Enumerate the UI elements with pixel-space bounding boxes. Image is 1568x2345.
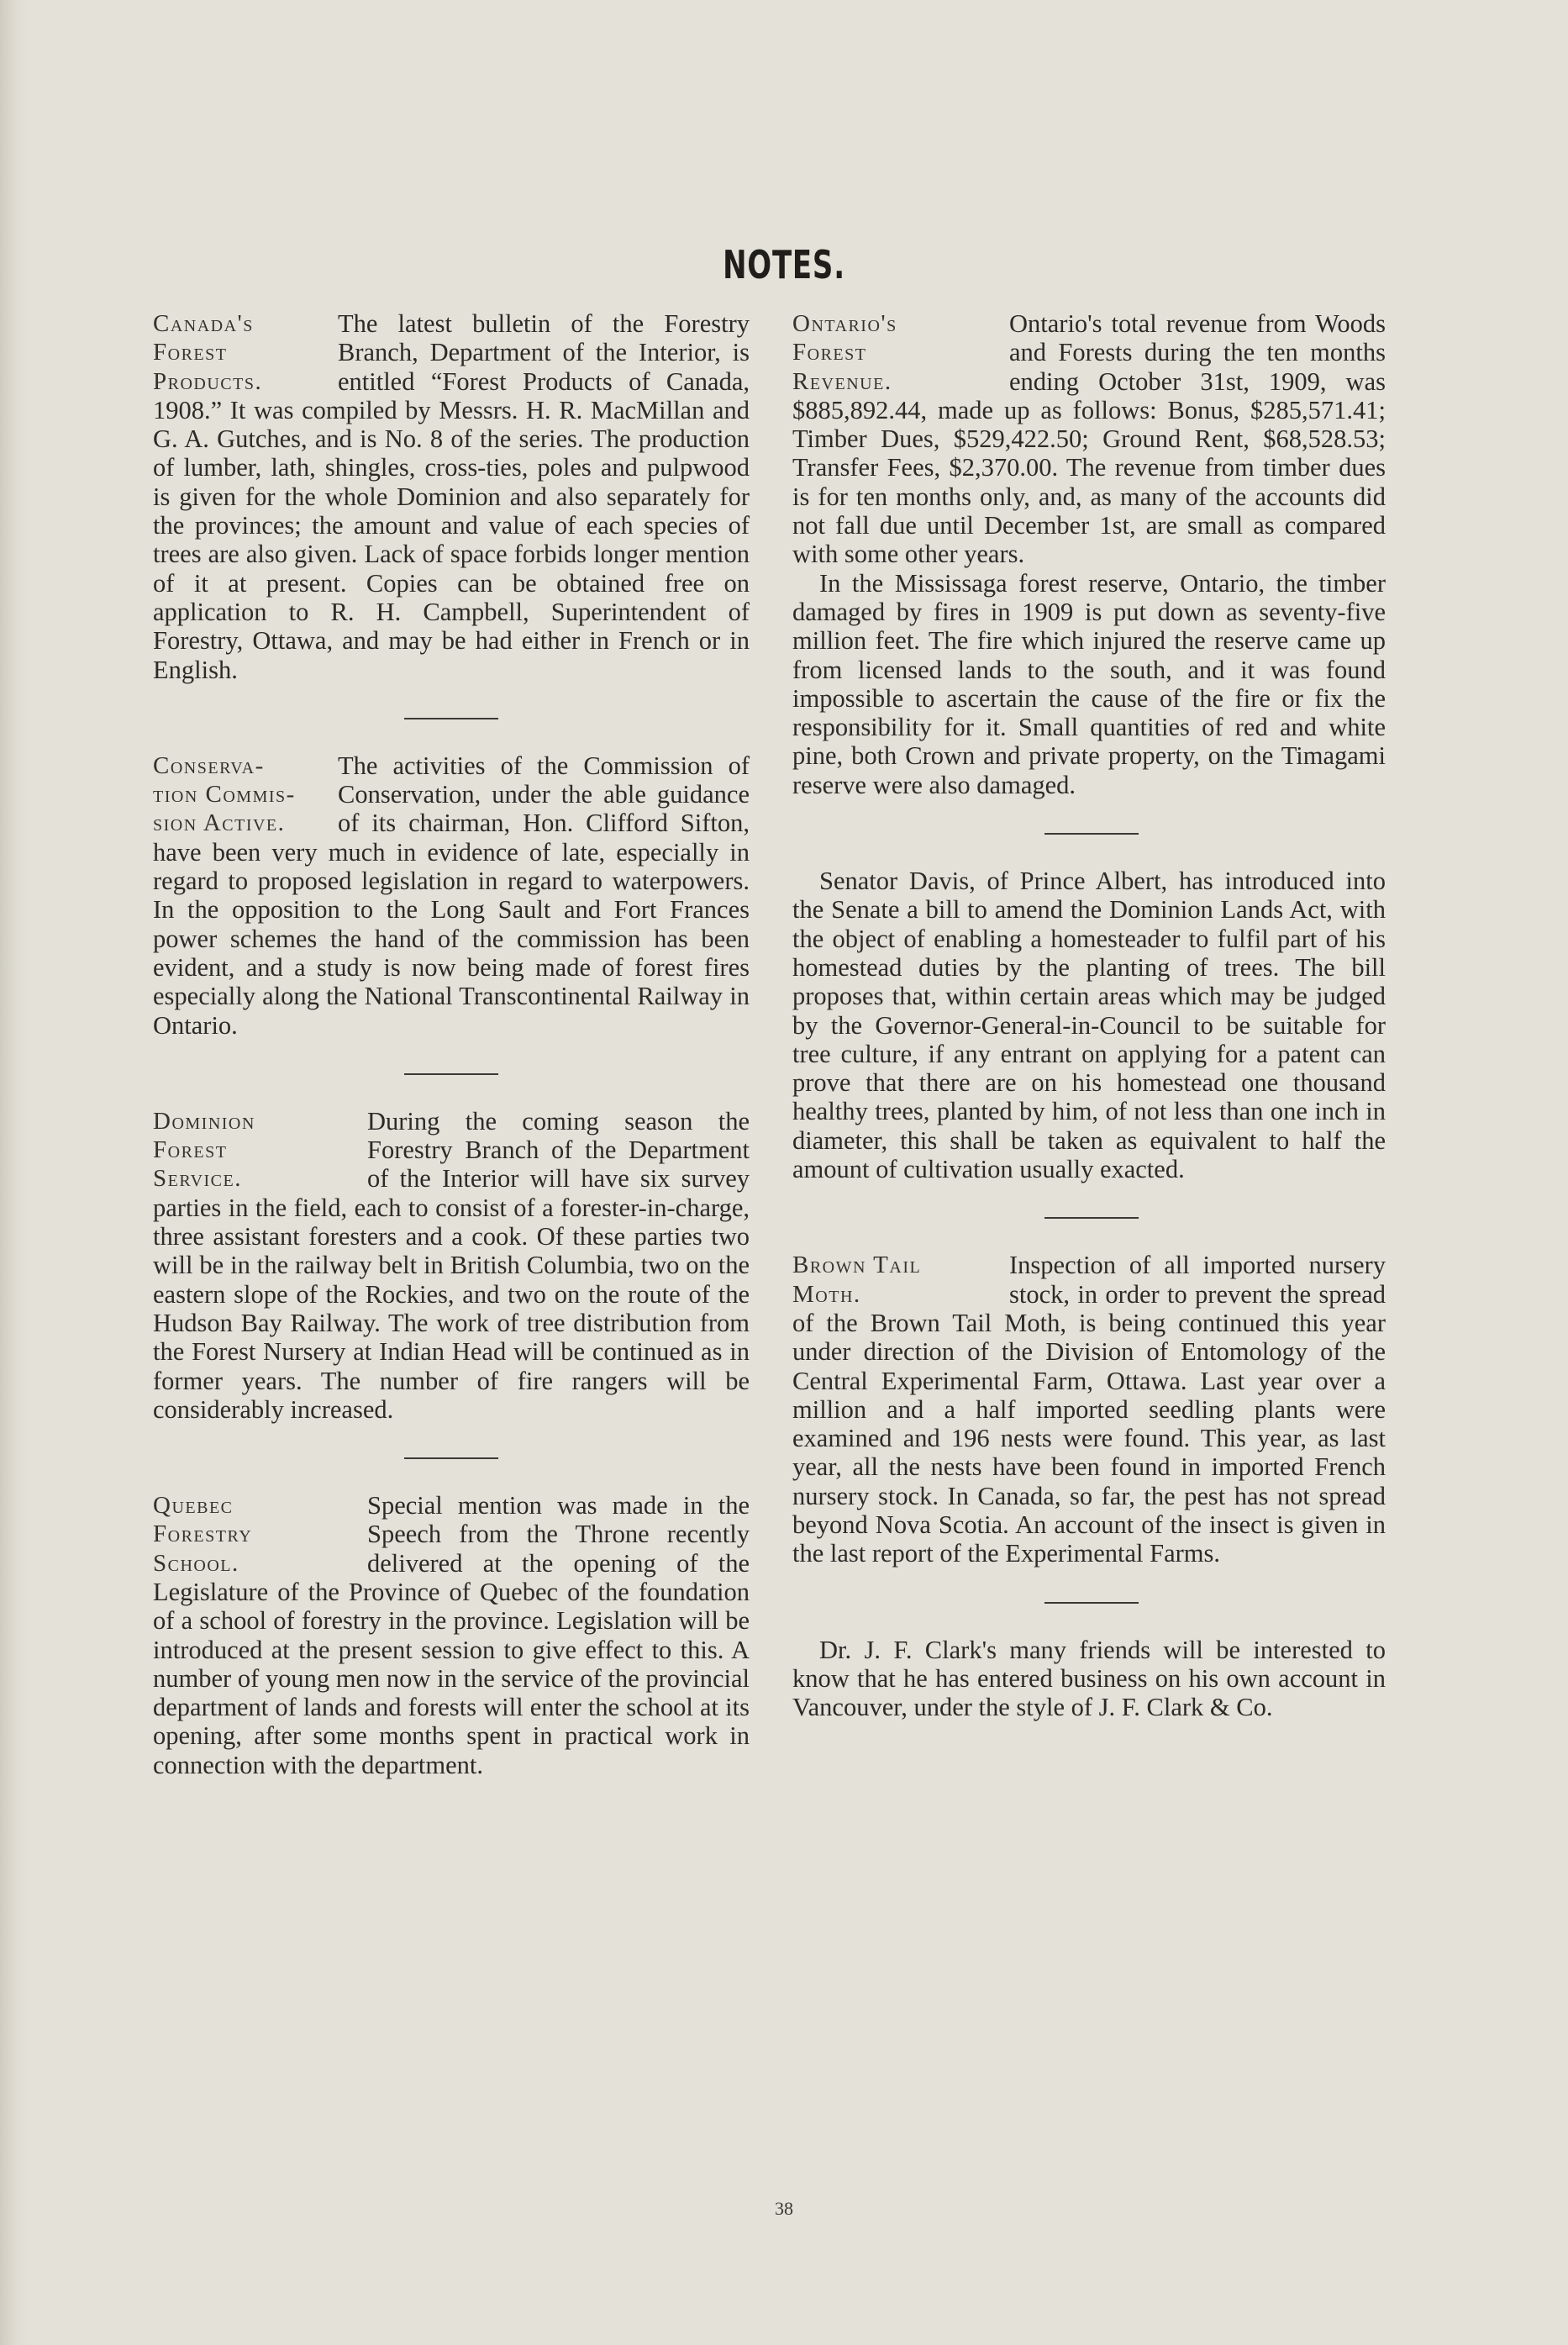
right-column — [792, 309, 1391, 1721]
heading-line: Dominion — [153, 1107, 255, 1135]
note-paragraph: Dr. J. F. Clark's many friends will be interested to know that he has entered business on his own account in Vancouver, under the style of J. F. Clark & Co. — [792, 1635, 1386, 1722]
page-title: NOTES. — [723, 242, 845, 287]
note-ontarios-forest-revenue — [792, 309, 1391, 799]
heading-line: Conserva- — [153, 751, 265, 779]
note-conservation-commission — [153, 751, 750, 1040]
note-quebec-forestry-school — [153, 1491, 750, 1779]
heading-line: Moth. — [792, 1280, 861, 1308]
note-paragraph: The latest bulletin of the Forestry Branch, Department of the Interior, is entitled “Forest Products of Canada, 1908.” It was compiled by Messrs. H. R. MacMillan and G. A. Gutches, and is No. 8 of the series. The production of lumber, lath, shingles, cross-ties, poles and pulpwood is given for the whole Dominion and also separately for the provinces; the amount and value of each species of trees are also given. Lack of space forbids longer mention of it at present. Copies can be obtained free on application to R. H. Campbell, Superintendent of Forestry, Ottawa, and may be had either in French or in English. — [153, 309, 750, 684]
heading-line: Forest — [153, 339, 228, 366]
heading-line: Revenue. — [792, 367, 892, 395]
heading-line: Service. — [153, 1165, 242, 1193]
page-binding-shadow — [0, 0, 29, 2345]
note-paragraph: The activities of the Commission of Conservation, under the able guidance of its chairman, Hon. Clifford Sifton, have been very much in evidence of late, especially in regard to proposed legislation in regard to waterpowers. In the opposition to the Long Sault and Fort Frances power schemes the hand of the commission has been evident, and a study is now being made of forest fires especially along the National Transcontinental Railway in Ontario. — [153, 751, 750, 1040]
note-paragraph: Ontario's total revenue from Woods and Forests during the ten months ending October 31st, 1909, was $885,892.44, made up as follows: Bonus, $285,571.41; Timber Dues, $529,422.50; Ground Rent, $68,528.53; Transfer Fees, $2,370.00. The revenue from timber dues is for ten months only, and, as many of the accounts did not fall due until December 1st, are small as compared with some other years. — [792, 309, 1386, 569]
heading-line: Forestry — [153, 1520, 253, 1548]
heading-line: Canada's — [153, 310, 254, 337]
note-paragraph: Senator Davis, of Prince Albert, has introduced into the Senate a bill to amend the Dominion Lands Act, with the object of enabling a homesteader to fulfil part of his homestead duties by the planting of trees. The bill proposes that, within certain areas which may be judged by the Governor-General-in-Council to be suitable for tree culture, if any entrant on applying for a patent can prove that there are on his homestead one thousand healthy trees, planted by him, of not less than one inch in diameter, this shall be taken as equivalent to half the amount of cultivation usually exacted. — [792, 867, 1386, 1184]
left-column — [153, 309, 750, 1779]
note-paragraph: In the Mississaga forest reserve, Ontario, the timber damaged by fires in 1909 is put down as seventy-five million feet. The fire which injured the reserve came up from licensed lands to the south, and it was found impossible to ascertain the cause of the fire or fix the responsibility for it. Small quantities of red and white pine, both Crown and private property, on the Timagami reserve were also damaged. — [792, 568, 1386, 799]
heading-line: Forest — [792, 339, 867, 366]
note-paragraph: During the coming season the Forestry Branch of the Department of the Interior will have six survey parties in the field, each to consist of a forester-in-charge, three assistant foresters and a cook. Of these parties two will be in the railway belt in British Columbia, two on the eastern slope of the Rockies, and two on the route of the Hudson Bay Railway. The work of tree distribution from the Forest Nursery at Indian Head will be continued as in former years. The number of fire rangers will be considerably increased. — [153, 1106, 750, 1424]
note-heading — [792, 309, 1009, 396]
note-heading — [153, 751, 338, 838]
note-paragraph: Special mention was made in the Speech from the Throne recently delivered at the opening of the Legislature of the Province of Quebec of the foundation of a school of forestry in the province. Legislation will be introduced at the present session to give effect to this. A number of young men now in the service of the provincial department of lands and forests will enter the school at its opening, after some months spent in practical work in connection with the department. — [153, 1491, 750, 1779]
note-dominion-forest-service — [153, 1107, 750, 1424]
page-number: 38 — [775, 2198, 793, 2219]
note-canadas-forest-products — [153, 309, 750, 684]
note-dr-clark — [792, 1636, 1391, 1722]
heading-line: Quebec — [153, 1492, 234, 1520]
heading-line: Forest — [153, 1136, 228, 1164]
note-senator-davis-bill — [792, 867, 1391, 1183]
heading-line: Products. — [153, 367, 263, 395]
note-heading — [792, 1251, 1009, 1309]
heading-line: Brown Tail — [792, 1252, 922, 1279]
heading-line: School. — [153, 1549, 239, 1577]
note-heading — [153, 1107, 367, 1194]
note-heading — [153, 309, 338, 396]
note-heading — [153, 1491, 367, 1578]
heading-line: tion Commis- — [153, 781, 296, 809]
note-paragraph: Inspection of all imported nursery stock, in order to prevent the spread of the Brown Tail Moth, is being continued this year under direction of the Division of Entomology of the Central Experimental Farm, Ottawa. Last year over a million and a half imported seedling plants were examined and 196 nests were found. This year, as last year, all the nests have been found in imported French nursery stock. In Canada, so far, the pest has not spread beyond Nova Scotia. An account of the insect is given in the last report of the Experimental Farms. — [792, 1251, 1386, 1568]
note-brown-tail-moth — [792, 1251, 1391, 1568]
heading-line: Ontario's — [792, 310, 897, 337]
heading-line: sion Active. — [153, 809, 286, 837]
